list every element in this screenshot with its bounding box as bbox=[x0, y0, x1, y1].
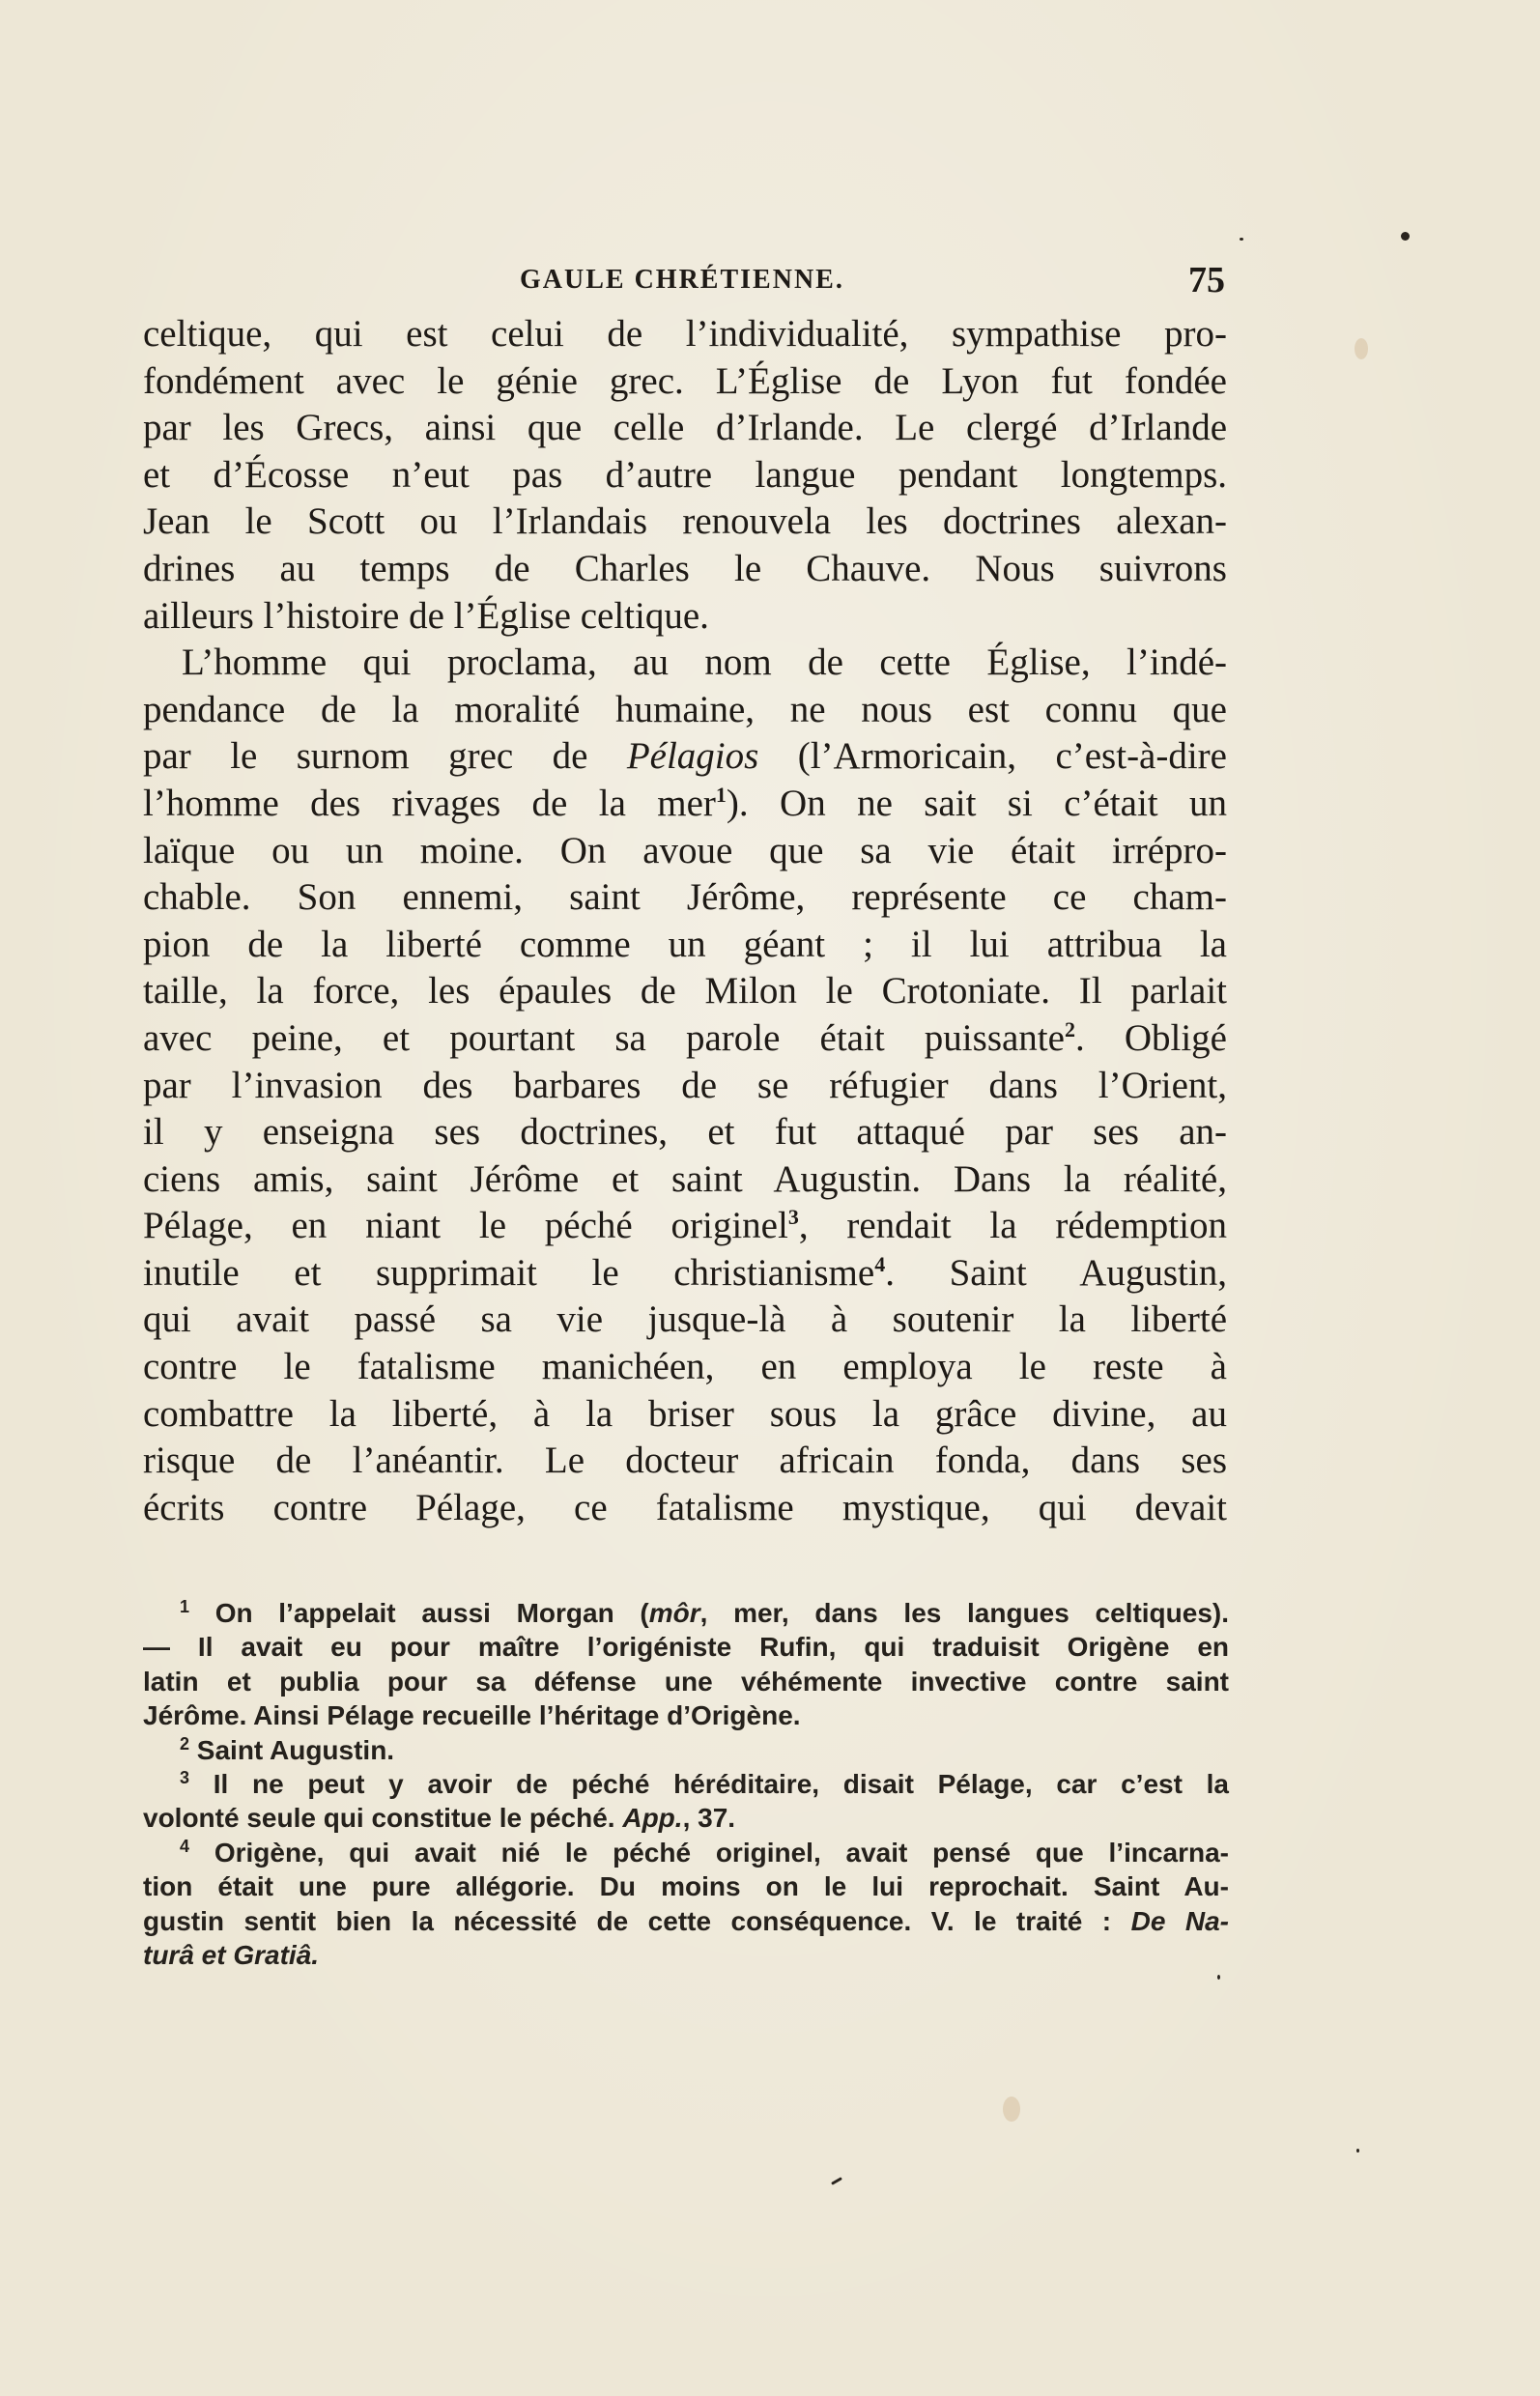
text-segment: drines au temps de Charles le Chauve. Nous suivrons bbox=[143, 547, 1227, 589]
text-segment: par les Grecs, ainsi que celle d’Irlande. Le clergé d’Irlande bbox=[143, 407, 1227, 449]
text-segment: . Saint Augustin, bbox=[885, 1251, 1227, 1294]
text-segment: et d’Écosse n’eut pas d’autre langue pendant longtemps. bbox=[143, 453, 1227, 496]
scan-smudge bbox=[1355, 338, 1368, 359]
text-line bbox=[143, 1297, 1227, 1344]
footnote-line bbox=[143, 1698, 1229, 1732]
footnote-segment: , mer, dans les langues celtiques). bbox=[699, 1598, 1229, 1628]
scan-speck bbox=[831, 2177, 842, 2185]
text-segment: taille, la force, les épaules de Milon le Crotoniate. Il parlait bbox=[143, 970, 1227, 1013]
scan-speck bbox=[1217, 1975, 1220, 1980]
footnote-line bbox=[143, 1630, 1229, 1664]
footnote-segment: Il ne peut y avoir de péché héréditaire, disait Pélage, car c’est la bbox=[189, 1768, 1229, 1799]
text-line bbox=[143, 733, 1227, 781]
footnote-line bbox=[143, 1869, 1229, 1903]
text-line bbox=[143, 1438, 1227, 1485]
text-segment: contre le fatalisme manichéen, en employa le reste à bbox=[143, 1346, 1227, 1388]
text-segment: risque de l’anéantir. Le docteur africain fonda, dans ses bbox=[143, 1440, 1227, 1482]
text-segment: L’homme qui proclama, au nom de cette Église, l’indé- bbox=[182, 642, 1227, 684]
text-line bbox=[143, 311, 1227, 358]
footnote-segment: latin et publia pour sa défense une véhémente invective contre saint bbox=[143, 1666, 1229, 1697]
text-line bbox=[143, 358, 1227, 406]
scan-speck bbox=[1240, 238, 1243, 241]
text-segment: il y enseigna ses doctrines, et fut attaqué par ses an- bbox=[143, 1111, 1227, 1154]
text-line bbox=[143, 828, 1227, 875]
text-segment: pion de la liberté comme un géant ; il lui attribua la bbox=[143, 923, 1227, 965]
text-segment: Pélage, en niant le péché originel bbox=[143, 1205, 788, 1247]
footnote-marker: 4 bbox=[180, 1836, 190, 1856]
footnote-line bbox=[143, 1938, 1229, 1972]
text-segment: (l’Armoricain, c’est-à-dire bbox=[758, 735, 1227, 778]
footnote-segment: turâ et Gratiâ. bbox=[143, 1939, 320, 1970]
footnote-segment: gustin sentit bien la nécessité de cette conséquence. V. le traité : bbox=[143, 1905, 1131, 1936]
main-text bbox=[143, 311, 1227, 1531]
footnote-segment: Origène, qui avait nié le péché originel, avait pensé que l’incarna- bbox=[189, 1837, 1229, 1868]
text-segment: laïque ou un moine. On avoue que sa vie était irrépro- bbox=[143, 829, 1227, 871]
text-line bbox=[143, 1344, 1227, 1391]
footnote-line bbox=[143, 1767, 1229, 1801]
footnote-segment: De Na- bbox=[1130, 1905, 1229, 1936]
footnote-segment: — Il avait eu pour maître l’origéniste Rufin, qui traduisit Origène en bbox=[143, 1632, 1229, 1663]
footnote-marker: 4 bbox=[874, 1251, 886, 1276]
footnotes bbox=[143, 1596, 1229, 1972]
footnote-segment: Saint Augustin. bbox=[189, 1734, 395, 1765]
footnote-marker: 1 bbox=[180, 1597, 190, 1616]
text-line bbox=[143, 922, 1227, 969]
text-line bbox=[143, 1203, 1227, 1250]
text-segment: écrits contre Pélage, ce fatalisme mystique, qui devait bbox=[143, 1486, 1227, 1528]
text-line bbox=[143, 874, 1227, 922]
text-segment: fondément avec le génie grec. L’Église de Lyon fut fondée bbox=[143, 359, 1227, 402]
footnote-segment: Jérôme. Ainsi Pélage recueille l’héritage d’Origène. bbox=[143, 1700, 801, 1731]
text-segment: Jean le Scott ou l’Irlandais renouvela les doctrines alexan- bbox=[143, 500, 1227, 543]
text-segment: celtique, qui est celui de l’individualité, sympathise pro- bbox=[143, 313, 1227, 355]
scan-speck bbox=[1356, 2149, 1359, 2153]
text-line bbox=[143, 1015, 1227, 1063]
text-line bbox=[143, 1063, 1227, 1110]
footnote-line bbox=[143, 1904, 1229, 1938]
text-line bbox=[143, 1391, 1227, 1439]
text-line bbox=[143, 452, 1227, 499]
text-segment: avec peine, et pourtant sa parole était puissante bbox=[143, 1016, 1065, 1059]
footnote-segment: môr bbox=[648, 1598, 700, 1628]
footnote-marker: 2 bbox=[1064, 1016, 1075, 1041]
footnote-marker: 3 bbox=[787, 1205, 799, 1230]
footnote-segment: tion était une pure allégorie. Du moins on le lui reprochait. Saint Au- bbox=[143, 1871, 1229, 1902]
text-segment: chable. Son ennemi, saint Jérôme, représente ce cham- bbox=[143, 876, 1227, 919]
text-line bbox=[143, 1109, 1227, 1156]
footnote-segment: On l’appelait aussi Morgan ( bbox=[189, 1598, 649, 1628]
text-segment: Pélagios bbox=[626, 735, 759, 778]
text-line bbox=[143, 546, 1227, 593]
text-line bbox=[143, 781, 1227, 828]
text-segment: qui avait passé sa vie jusque-là à soutenir la liberté bbox=[143, 1298, 1227, 1341]
text-line bbox=[143, 1156, 1227, 1204]
page-number: 75 bbox=[1188, 260, 1225, 300]
text-line bbox=[143, 405, 1227, 452]
footnote-segment: , 37. bbox=[682, 1803, 736, 1834]
text-line bbox=[143, 640, 1227, 687]
text-segment: par l’invasion des barbares de se réfugier dans l’Orient, bbox=[143, 1064, 1227, 1106]
text-segment: combattre la liberté, à la briser sous la grâce divine, au bbox=[143, 1392, 1227, 1435]
footnote-line bbox=[143, 1836, 1229, 1869]
text-segment: l’homme des rivages de la mer bbox=[143, 782, 716, 824]
footnote-line bbox=[143, 1596, 1229, 1630]
text-segment: ciens amis, saint Jérôme et saint Augustin. Dans la réalité, bbox=[143, 1157, 1227, 1200]
footnote-marker: 2 bbox=[180, 1733, 190, 1754]
footnote-line bbox=[143, 1801, 1229, 1835]
text-segment: , rendait la rédemption bbox=[798, 1205, 1227, 1247]
footnote-segment: volonté seule qui constitue le péché. bbox=[143, 1803, 623, 1834]
footnote-segment: App. bbox=[622, 1803, 683, 1834]
footnote-marker: 1 bbox=[715, 782, 727, 807]
text-segment: ). On ne sait si c’était un bbox=[726, 782, 1227, 824]
text-line bbox=[143, 1485, 1227, 1532]
text-line bbox=[143, 593, 1227, 641]
text-segment: par le surnom grec de bbox=[143, 735, 627, 778]
footnote-line bbox=[143, 1733, 1229, 1767]
text-segment: pendance de la moralité humaine, ne nous est connu que bbox=[143, 688, 1227, 730]
text-line bbox=[143, 1250, 1227, 1298]
running-title: GAULE CHRÉTIENNE. bbox=[520, 265, 844, 295]
footnote-marker: 3 bbox=[180, 1767, 190, 1787]
text-segment: . Obligé bbox=[1074, 1016, 1227, 1059]
text-line bbox=[143, 968, 1227, 1015]
page-header bbox=[143, 259, 1225, 301]
footnote-line bbox=[143, 1665, 1229, 1698]
text-line bbox=[143, 499, 1227, 546]
text-segment: ailleurs l’histoire de l’Église celtique. bbox=[143, 594, 709, 637]
text-line bbox=[143, 687, 1227, 734]
scan-smudge bbox=[1003, 2096, 1020, 2122]
text-segment: inutile et supprimait le christianisme bbox=[143, 1251, 875, 1294]
scan-speck bbox=[1401, 232, 1410, 241]
